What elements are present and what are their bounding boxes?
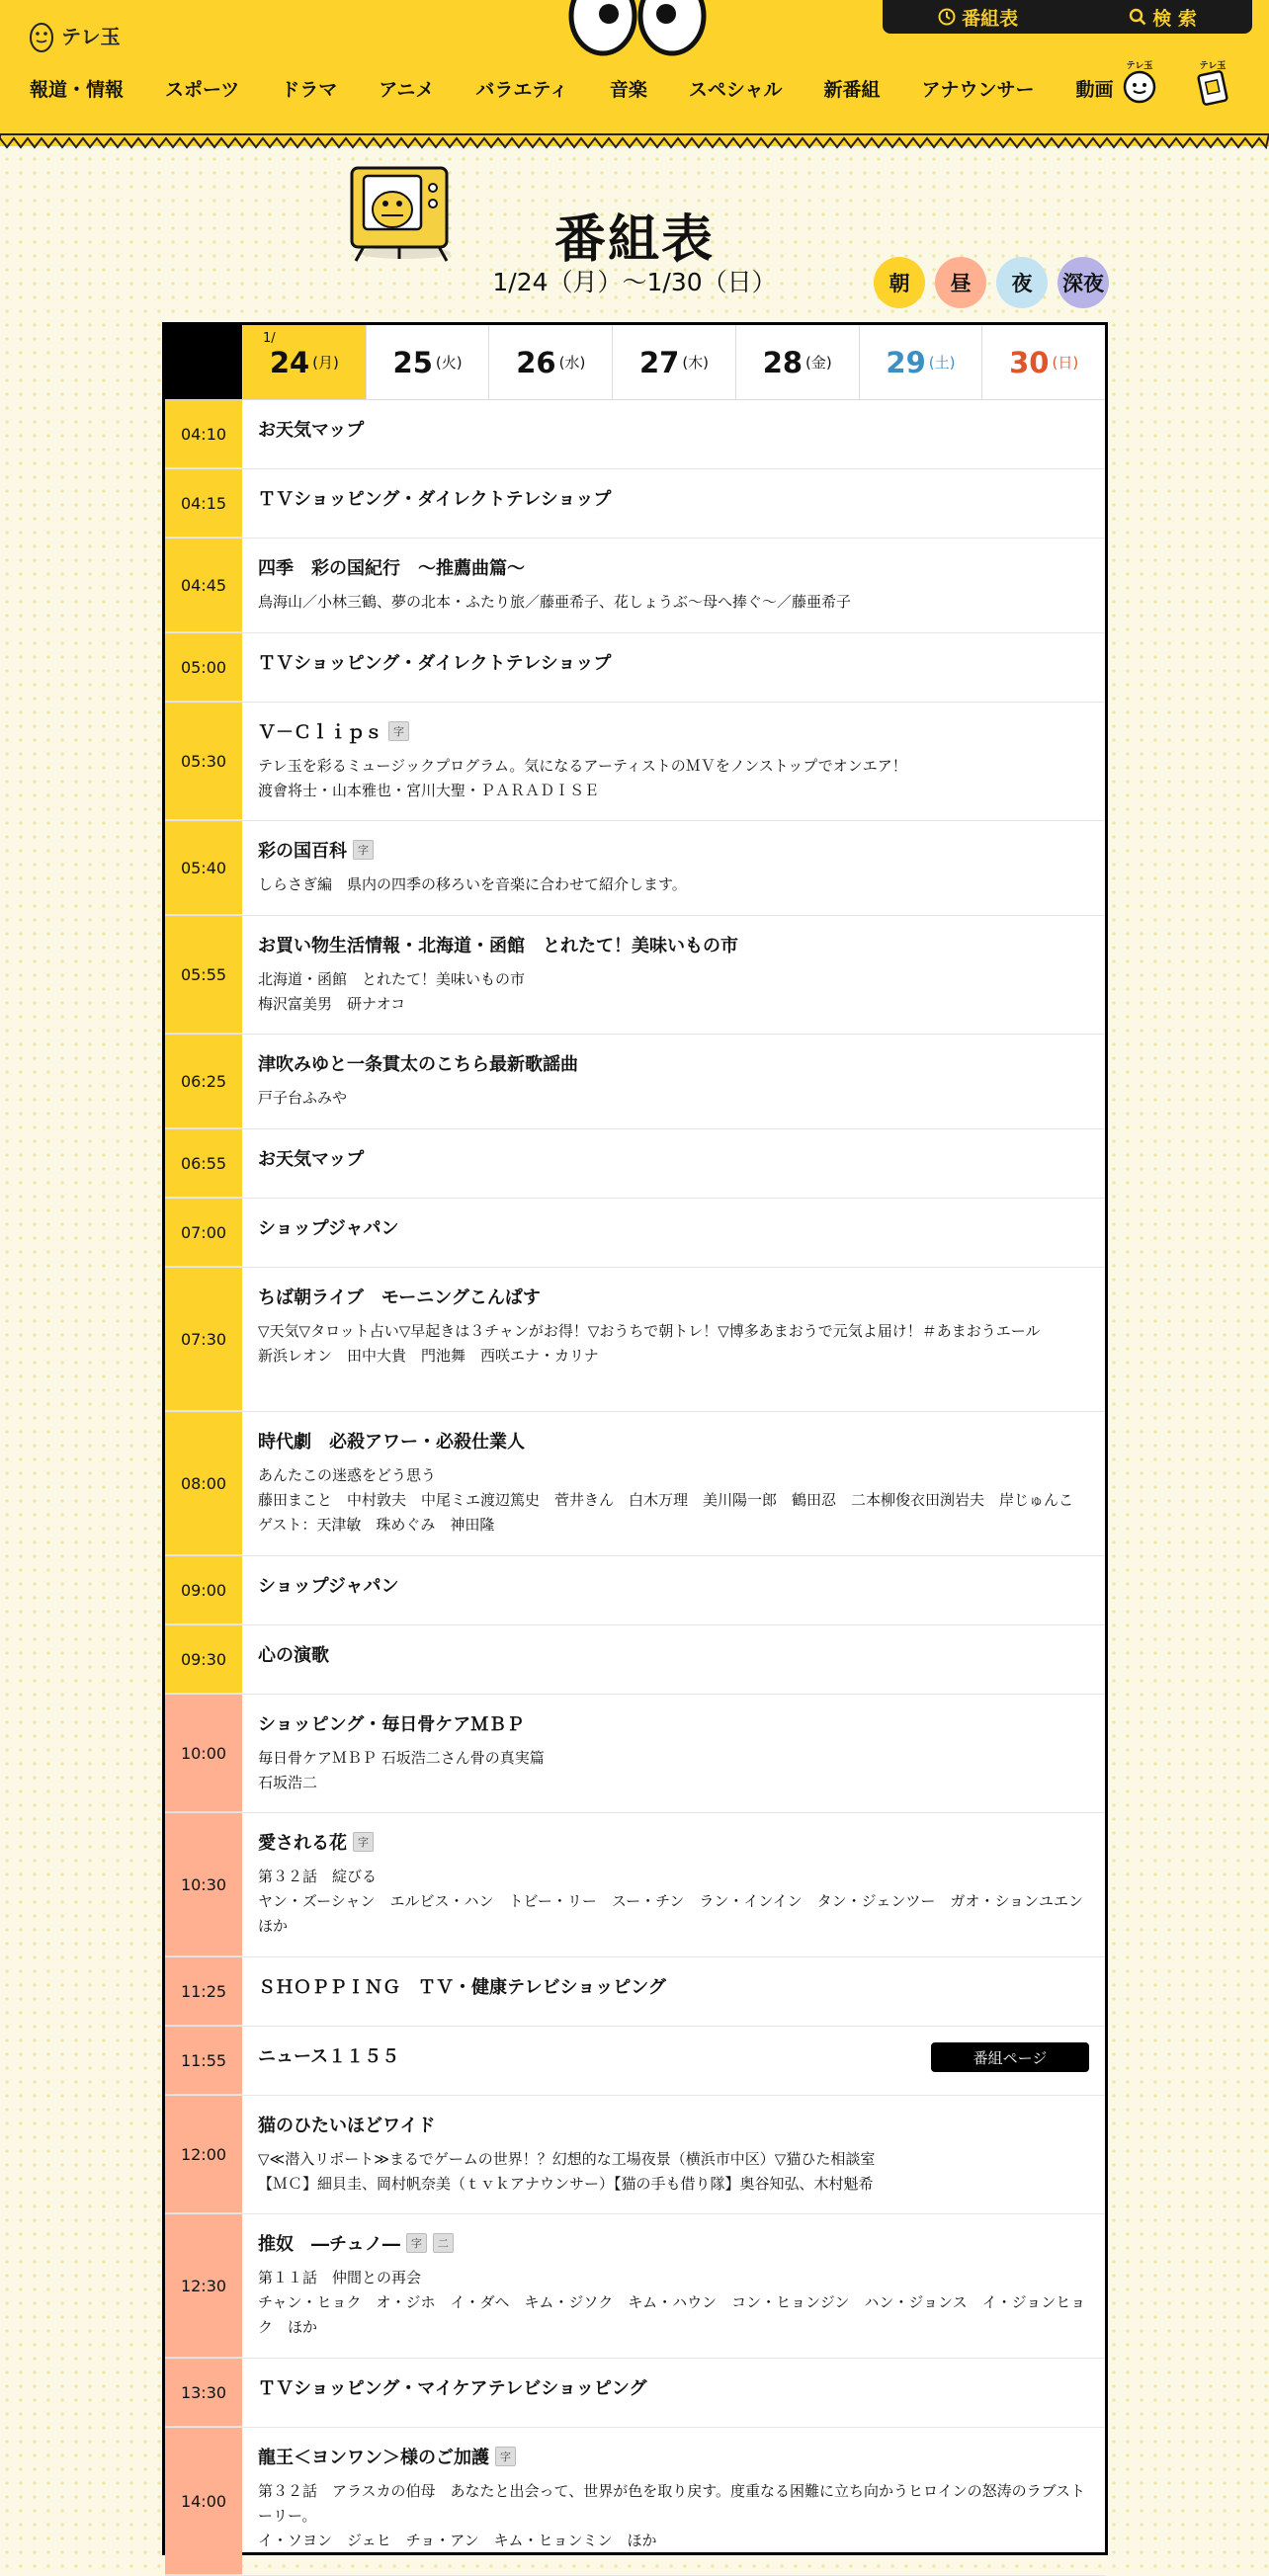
program-row[interactable] <box>165 1412 1105 1556</box>
program-row[interactable] <box>165 1695 1105 1813</box>
nav-videos[interactable]: 動画 <box>1075 78 1114 101</box>
nav-anime[interactable]: アニメ <box>379 78 435 101</box>
icon-caption-1: テレ玉 <box>1126 61 1153 71</box>
program-description: あんたこの迷惑をどう思う 藤田まこと 中村敦夫 中尾ミエ渡辺篤史 菅井きん 白木万理 美川陽一郎 鶴田忍 二本柳俊衣田渕岩夫 岸じゅんこ ゲスト：天津敏 珠めぐみ 神田隆 <box>258 1466 1074 1534</box>
program-row[interactable] <box>165 1199 1105 1268</box>
teletama-app-icon[interactable] <box>1120 59 1159 105</box>
day-weekday: (土) <box>928 354 956 372</box>
program-title-line <box>258 2112 1089 2137</box>
program-title-line <box>258 416 1089 442</box>
program-row[interactable] <box>165 1556 1105 1625</box>
program-row[interactable] <box>165 1035 1105 1129</box>
program-description: 第１１話 仲間との再会 チャン・ヒョク オ・ジホ イ・ダヘ キム・ジソク キム・ハウン コン・ヒョンジン ハン・ジョンス イ・ジョンヒョク ほか <box>258 2269 1086 2336</box>
program-title-line <box>258 1428 1089 1454</box>
program-time: 13:30 <box>165 2359 242 2427</box>
day-tab-25[interactable] <box>366 325 489 399</box>
day-weekday: (木) <box>682 354 710 372</box>
program-time: 06:55 <box>165 1129 242 1198</box>
program-time: 10:30 <box>165 1813 242 1956</box>
program-row[interactable] <box>165 633 1105 703</box>
program-title[interactable]: ショップジャパン <box>258 1576 399 1597</box>
program-title[interactable]: お買い物生活情報・北海道・函館 とれたて！美味いもの市 <box>258 936 738 956</box>
program-time: 05:00 <box>165 633 242 702</box>
program-title-line <box>258 2374 1089 2400</box>
program-row[interactable] <box>165 2027 1105 2096</box>
period-daytime-button[interactable]: 昼 <box>935 257 986 308</box>
program-title[interactable]: ＴＶショッピング・ダイレクトテレショップ <box>258 653 612 674</box>
program-description: ▽天気▽タロット占い▽早起きは３チャンがお得！▽おうちで朝トレ！▽博多あまおうで元気よ届け！＃あまおうエール 新浜レオン 田中大貴 門池舞 西咲エナ・カリナ <box>258 1322 1041 1365</box>
program-title-line <box>258 932 1089 957</box>
program-title[interactable]: 心の演歌 <box>258 1645 329 1666</box>
program-row[interactable] <box>165 400 1105 469</box>
program-title-line <box>258 1284 1089 1309</box>
program-cell <box>242 400 1105 468</box>
day-number: 25 <box>392 345 433 379</box>
program-row[interactable] <box>165 1625 1105 1695</box>
day-weekday: (水) <box>558 354 586 372</box>
program-title[interactable]: お天気マップ <box>258 420 365 441</box>
program-cell <box>242 916 1105 1034</box>
program-title-line <box>258 1050 1089 1076</box>
program-cell <box>242 2359 1105 2427</box>
program-row[interactable] <box>165 1268 1105 1412</box>
program-title[interactable]: Ｖ－Ｃｌｉｐｓ <box>258 722 382 743</box>
program-time: 14:00 <box>165 2428 242 2575</box>
program-title[interactable]: 彩の国百科 <box>258 841 347 862</box>
program-cell <box>242 1556 1105 1624</box>
nav-special[interactable]: スペシャル <box>688 78 783 101</box>
program-cell <box>242 2428 1105 2575</box>
program-title[interactable]: 推奴 ―チュノ― <box>258 2234 400 2255</box>
program-title-line <box>258 2230 1089 2256</box>
program-cell <box>242 2096 1105 2213</box>
program-cell <box>242 1035 1105 1128</box>
program-row[interactable] <box>165 2214 1105 2359</box>
day-number: 29 <box>886 345 926 379</box>
day-tab-27[interactable] <box>612 325 735 399</box>
program-cell <box>242 1129 1105 1198</box>
program-title-line <box>258 1214 1089 1240</box>
period-late-night-button[interactable]: 深夜 <box>1058 257 1109 308</box>
program-cell <box>242 1813 1105 1956</box>
search-icon <box>1129 8 1146 26</box>
day-tab-30[interactable] <box>981 325 1105 399</box>
subtitle-badge: 字 <box>406 2233 427 2253</box>
subtitle-badge: 字 <box>353 840 374 860</box>
program-row[interactable] <box>165 821 1105 916</box>
search-button[interactable] <box>1129 4 1197 31</box>
program-title-line <box>258 837 1089 863</box>
program-cell <box>242 2027 1105 2095</box>
program-time: 07:30 <box>165 1268 242 1411</box>
logo-text: テレ玉 <box>61 24 121 48</box>
program-time: 07:00 <box>165 1199 242 1267</box>
program-row[interactable] <box>165 916 1105 1035</box>
program-title[interactable]: ＴＶショッピング・ダイレクトテレショップ <box>258 489 612 510</box>
teletama-pass-icon[interactable] <box>1193 59 1232 105</box>
program-title[interactable]: 龍王＜ヨンワン＞様のご加護 <box>258 2448 489 2468</box>
day-weekday: (金) <box>805 354 832 372</box>
schedule-table <box>162 322 1108 2555</box>
day-weekday: (日) <box>1052 354 1079 372</box>
program-row[interactable] <box>165 2096 1105 2214</box>
program-time: 11:55 <box>165 2027 242 2095</box>
program-title[interactable]: ＳＨＯＰＰＩＮＧ ＴＶ・健康テレビショッピング <box>258 1977 666 1998</box>
program-title-line <box>258 1641 1089 1667</box>
program-row[interactable] <box>165 2428 1105 2576</box>
program-cell <box>242 469 1105 538</box>
program-row[interactable] <box>165 539 1105 633</box>
program-time: 10:00 <box>165 1695 242 1812</box>
day-tabs <box>165 325 1105 400</box>
mascot-eyes-icon <box>563 0 712 63</box>
program-cell <box>242 1957 1105 2026</box>
clock-icon <box>938 8 956 26</box>
subtitle-badge: 字 <box>388 721 409 741</box>
program-time: 12:30 <box>165 2214 242 2358</box>
program-description: 毎日骨ケアＭＢＰ 石坂浩二さん骨の真実篇 石坂浩二 <box>258 1749 545 1791</box>
program-time: 12:00 <box>165 2096 242 2213</box>
date-range: 1/24（月）〜1/30（日） <box>492 268 777 296</box>
program-description: 第３２話 綻びる ヤン・ズーシャン エルビス・ハン トビー・リー スー・チン ラン・インイン タン・ジェンツー ガオ・ションユエン ほか <box>258 1868 1084 1935</box>
program-title[interactable]: 愛される花 <box>258 1833 347 1854</box>
site-logo[interactable] <box>28 16 121 53</box>
day-number: 28 <box>762 345 804 379</box>
program-cell <box>242 821 1105 915</box>
program-row[interactable] <box>165 2359 1105 2428</box>
program-title[interactable]: ＴＶショッピング・マイケアテレビショッピング <box>258 2378 647 2399</box>
nav-new-programs[interactable]: 新番組 <box>823 78 881 101</box>
page-title: 番組表 <box>553 210 715 270</box>
program-title-line <box>258 1710 1089 1736</box>
day-tabs-corner <box>165 325 242 399</box>
nav-icon-links <box>1120 59 1232 105</box>
program-cell <box>242 633 1105 702</box>
program-time: 04:10 <box>165 400 242 468</box>
nav-announcers[interactable]: アナウンサー <box>921 78 1035 101</box>
program-time: 08:00 <box>165 1412 242 1555</box>
program-cell <box>242 1625 1105 1694</box>
program-list <box>165 400 1105 2576</box>
day-weekday: (月) <box>312 354 339 372</box>
day-number: 30 <box>1009 345 1050 379</box>
program-description: しらさぎ編 県内の四季の移ろいを音楽に合わせて紹介します。 <box>258 875 687 893</box>
day-number: 27 <box>638 345 680 379</box>
program-title-line <box>258 1973 1089 1999</box>
program-title[interactable]: ショッピング・毎日骨ケアＭＢＰ <box>258 1714 525 1735</box>
bilingual-badge: 二 <box>433 2233 454 2253</box>
day-weekday: (火) <box>435 354 463 372</box>
program-row[interactable] <box>165 1957 1105 2027</box>
program-cell <box>242 1695 1105 1812</box>
period-night-button[interactable]: 夜 <box>996 257 1048 308</box>
program-description: 戸子台ふみや <box>258 1089 348 1107</box>
site-header <box>0 0 1269 146</box>
nav-music[interactable]: 音楽 <box>609 78 647 101</box>
program-row[interactable] <box>165 469 1105 539</box>
icon-caption-2: テレ玉 <box>1199 61 1227 71</box>
program-title-line <box>258 1145 1089 1171</box>
program-cell <box>242 1199 1105 1267</box>
schedule-button[interactable] <box>938 4 1018 31</box>
program-title-line <box>258 1572 1089 1598</box>
nav-drama[interactable]: ドラマ <box>281 78 338 101</box>
day-number: 26 <box>516 345 556 379</box>
program-row[interactable] <box>165 703 1105 821</box>
program-title-line <box>258 649 1089 675</box>
program-title[interactable]: お天気マップ <box>258 1149 365 1170</box>
time-period-selector <box>874 257 1109 308</box>
program-time: 04:15 <box>165 469 242 538</box>
program-title-line <box>258 485 1089 511</box>
subtitle-badge: 字 <box>495 2447 516 2466</box>
program-title[interactable]: 津吹みゆと一条貫太のこちら最新歌謡曲 <box>258 1054 578 1075</box>
program-description: 第３２話 アラスカの伯母 あなたと出会って、世界が色を取り戻す。度重なる困難に立ち向かうヒロインの怒涛のラブストーリー。 イ・ソヨン ジェヒ チョ・アン キム・ヒョンミン ほか <box>258 2482 1086 2549</box>
program-title[interactable]: 四季 彩の国紀行 ～推薦曲篇～ <box>258 558 525 579</box>
program-time: 06:25 <box>165 1035 242 1128</box>
subtitle-badge: 字 <box>353 1832 374 1852</box>
program-title-line <box>258 554 1089 580</box>
day-tab-28[interactable] <box>735 325 859 399</box>
nav-sports[interactable]: スポーツ <box>165 78 240 101</box>
day-month: 1/ <box>263 331 276 346</box>
program-title[interactable]: ニュース１１５５ <box>258 2046 400 2067</box>
program-time: 09:30 <box>165 1625 242 1694</box>
program-row[interactable] <box>165 1129 1105 1199</box>
nav-variety[interactable]: バラエティ <box>475 78 568 101</box>
program-cell <box>242 539 1105 632</box>
program-time: 05:30 <box>165 703 242 820</box>
program-title[interactable]: 猫のひたいほどワイド <box>258 2116 436 2136</box>
program-time: 05:40 <box>165 821 242 915</box>
top-utility-bar <box>883 0 1252 34</box>
program-cell <box>242 1268 1105 1411</box>
program-title-line <box>258 718 1089 744</box>
header-zigzag-edge <box>0 134 1269 150</box>
program-title[interactable]: 時代劇 必殺アワー・必殺仕業人 <box>258 1432 525 1453</box>
search-button-label: 検 索 <box>1152 7 1197 30</box>
program-description: テレ玉を彩るミュージックプログラム。気になるアーティストのＭＶをノンストップでオンエア！ 渡會将士・山本雅也・宮川大聖・ＰＡＲＡＤＩＳＥ <box>258 757 907 799</box>
program-time: 09:00 <box>165 1556 242 1624</box>
program-time: 11:25 <box>165 1957 242 2026</box>
program-title[interactable]: ちば朝ライブ モーニングこんぱす <box>258 1288 541 1308</box>
program-page-button[interactable]: 番組ページ <box>931 2042 1089 2072</box>
program-cell <box>242 1412 1105 1555</box>
program-title-line <box>258 2444 1089 2469</box>
program-description: 鳥海山／小林三鶴、夢の北本・ふたり旅／藤亜希子、花しょうぶ～母へ捧ぐ～／藤亜希子 <box>258 593 852 611</box>
period-morning-button[interactable]: 朝 <box>874 257 925 308</box>
day-number: 24 <box>269 345 310 379</box>
program-cell <box>242 2214 1105 2358</box>
schedule-button-label: 番組表 <box>962 7 1019 30</box>
day-tab-26[interactable] <box>488 325 612 399</box>
program-time: 04:45 <box>165 539 242 632</box>
main-nav <box>30 63 1255 113</box>
program-description: ▽≪潜入リポート≫まるでゲームの世界！？幻想的な工場夜景（横浜市中区）▽猫ひた相談室 【ＭＣ】細貝圭、岡村帆奈美（ｔｖｋアナウンサー）【猫の手も借り隊】奥谷知弘、木村魁希 <box>258 2150 876 2193</box>
program-time: 05:55 <box>165 916 242 1034</box>
nav-news[interactable]: 報道・情報 <box>30 78 125 101</box>
day-tab-24[interactable] <box>242 325 366 399</box>
tamatoro-logo-icon <box>28 16 55 53</box>
program-cell <box>242 703 1105 820</box>
program-title-line <box>258 1829 1089 1855</box>
day-tab-29[interactable] <box>859 325 982 399</box>
program-row[interactable] <box>165 1813 1105 1957</box>
program-title[interactable]: ショップジャパン <box>258 1218 399 1239</box>
program-description: 北海道・函館 とれたて！美味いもの市 梅沢富美男 研ナオコ <box>258 970 526 1013</box>
